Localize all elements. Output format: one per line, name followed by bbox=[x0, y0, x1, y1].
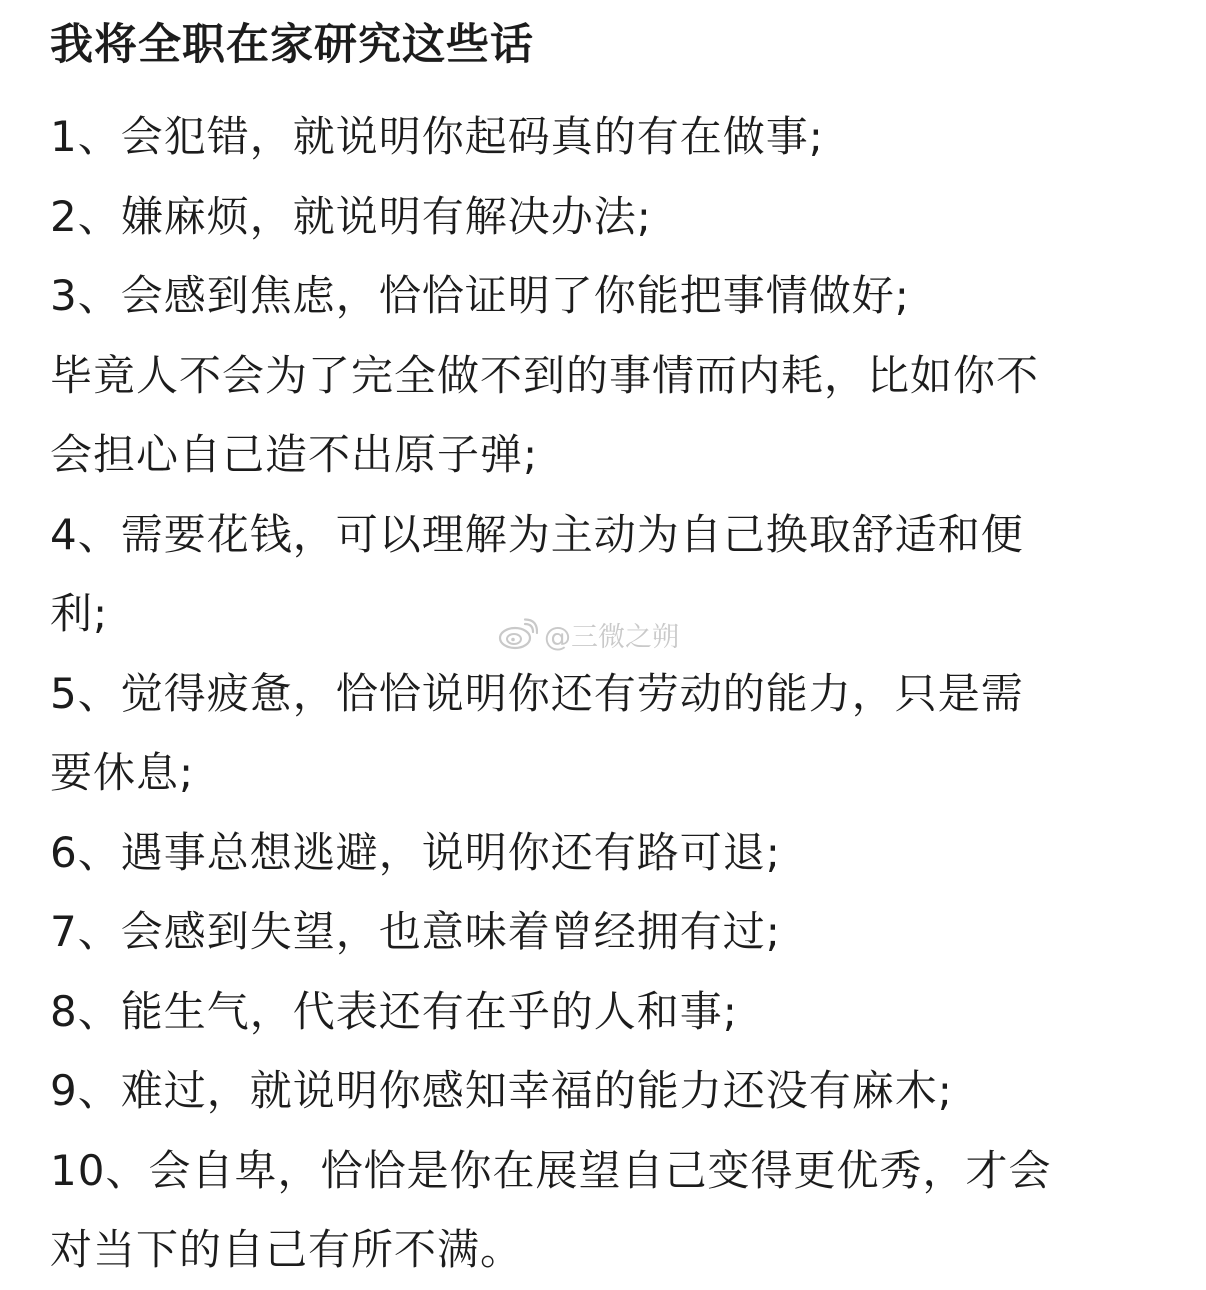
body-line: 要休息; bbox=[50, 748, 195, 797]
body-line: 对当下的自己有所不满。 bbox=[50, 1225, 524, 1274]
weibo-logo-icon bbox=[498, 618, 538, 650]
body-line: 4、需要花钱，可以理解为主动为自己换取舒适和便 bbox=[50, 509, 1024, 559]
body-line: 9、难过，就说明你感知幸福的能力还没有麻木; bbox=[50, 1066, 953, 1115]
body-line: 会担心自己造不出原子弹; bbox=[50, 430, 539, 479]
post-body bbox=[50, 97, 1160, 1290]
body-line: 3、会感到焦虑，恰恰证明了你能把事情做好; bbox=[50, 271, 910, 320]
body-line: 8、能生气，代表还有在乎的人和事; bbox=[50, 986, 738, 1036]
watermark bbox=[498, 614, 679, 654]
post-title: 我将全职在家研究这些话 bbox=[50, 20, 534, 70]
body-line: 毕竟人不会为了完全做不到的事情而内耗，比如你不 bbox=[50, 350, 1040, 400]
body-line: 7、会感到失望，也意味着曾经拥有过; bbox=[50, 907, 781, 956]
body-line: 5、觉得疲惫，恰恰说明你还有劳动的能力，只是需 bbox=[50, 668, 1024, 718]
body-line: 6、遇事总想逃避，说明你还有路可退; bbox=[50, 827, 781, 877]
body-line: 1、会犯错，就说明你起码真的有在做事; bbox=[50, 112, 824, 161]
body-line: 利; bbox=[50, 589, 109, 638]
watermark-text: @三微之朔 bbox=[544, 621, 679, 653]
body-line: 2、嫌麻烦，就说明有解决办法; bbox=[50, 191, 652, 241]
body-line: 10、会自卑，恰恰是你在展望自己变得更优秀，才会 bbox=[50, 1145, 1052, 1195]
